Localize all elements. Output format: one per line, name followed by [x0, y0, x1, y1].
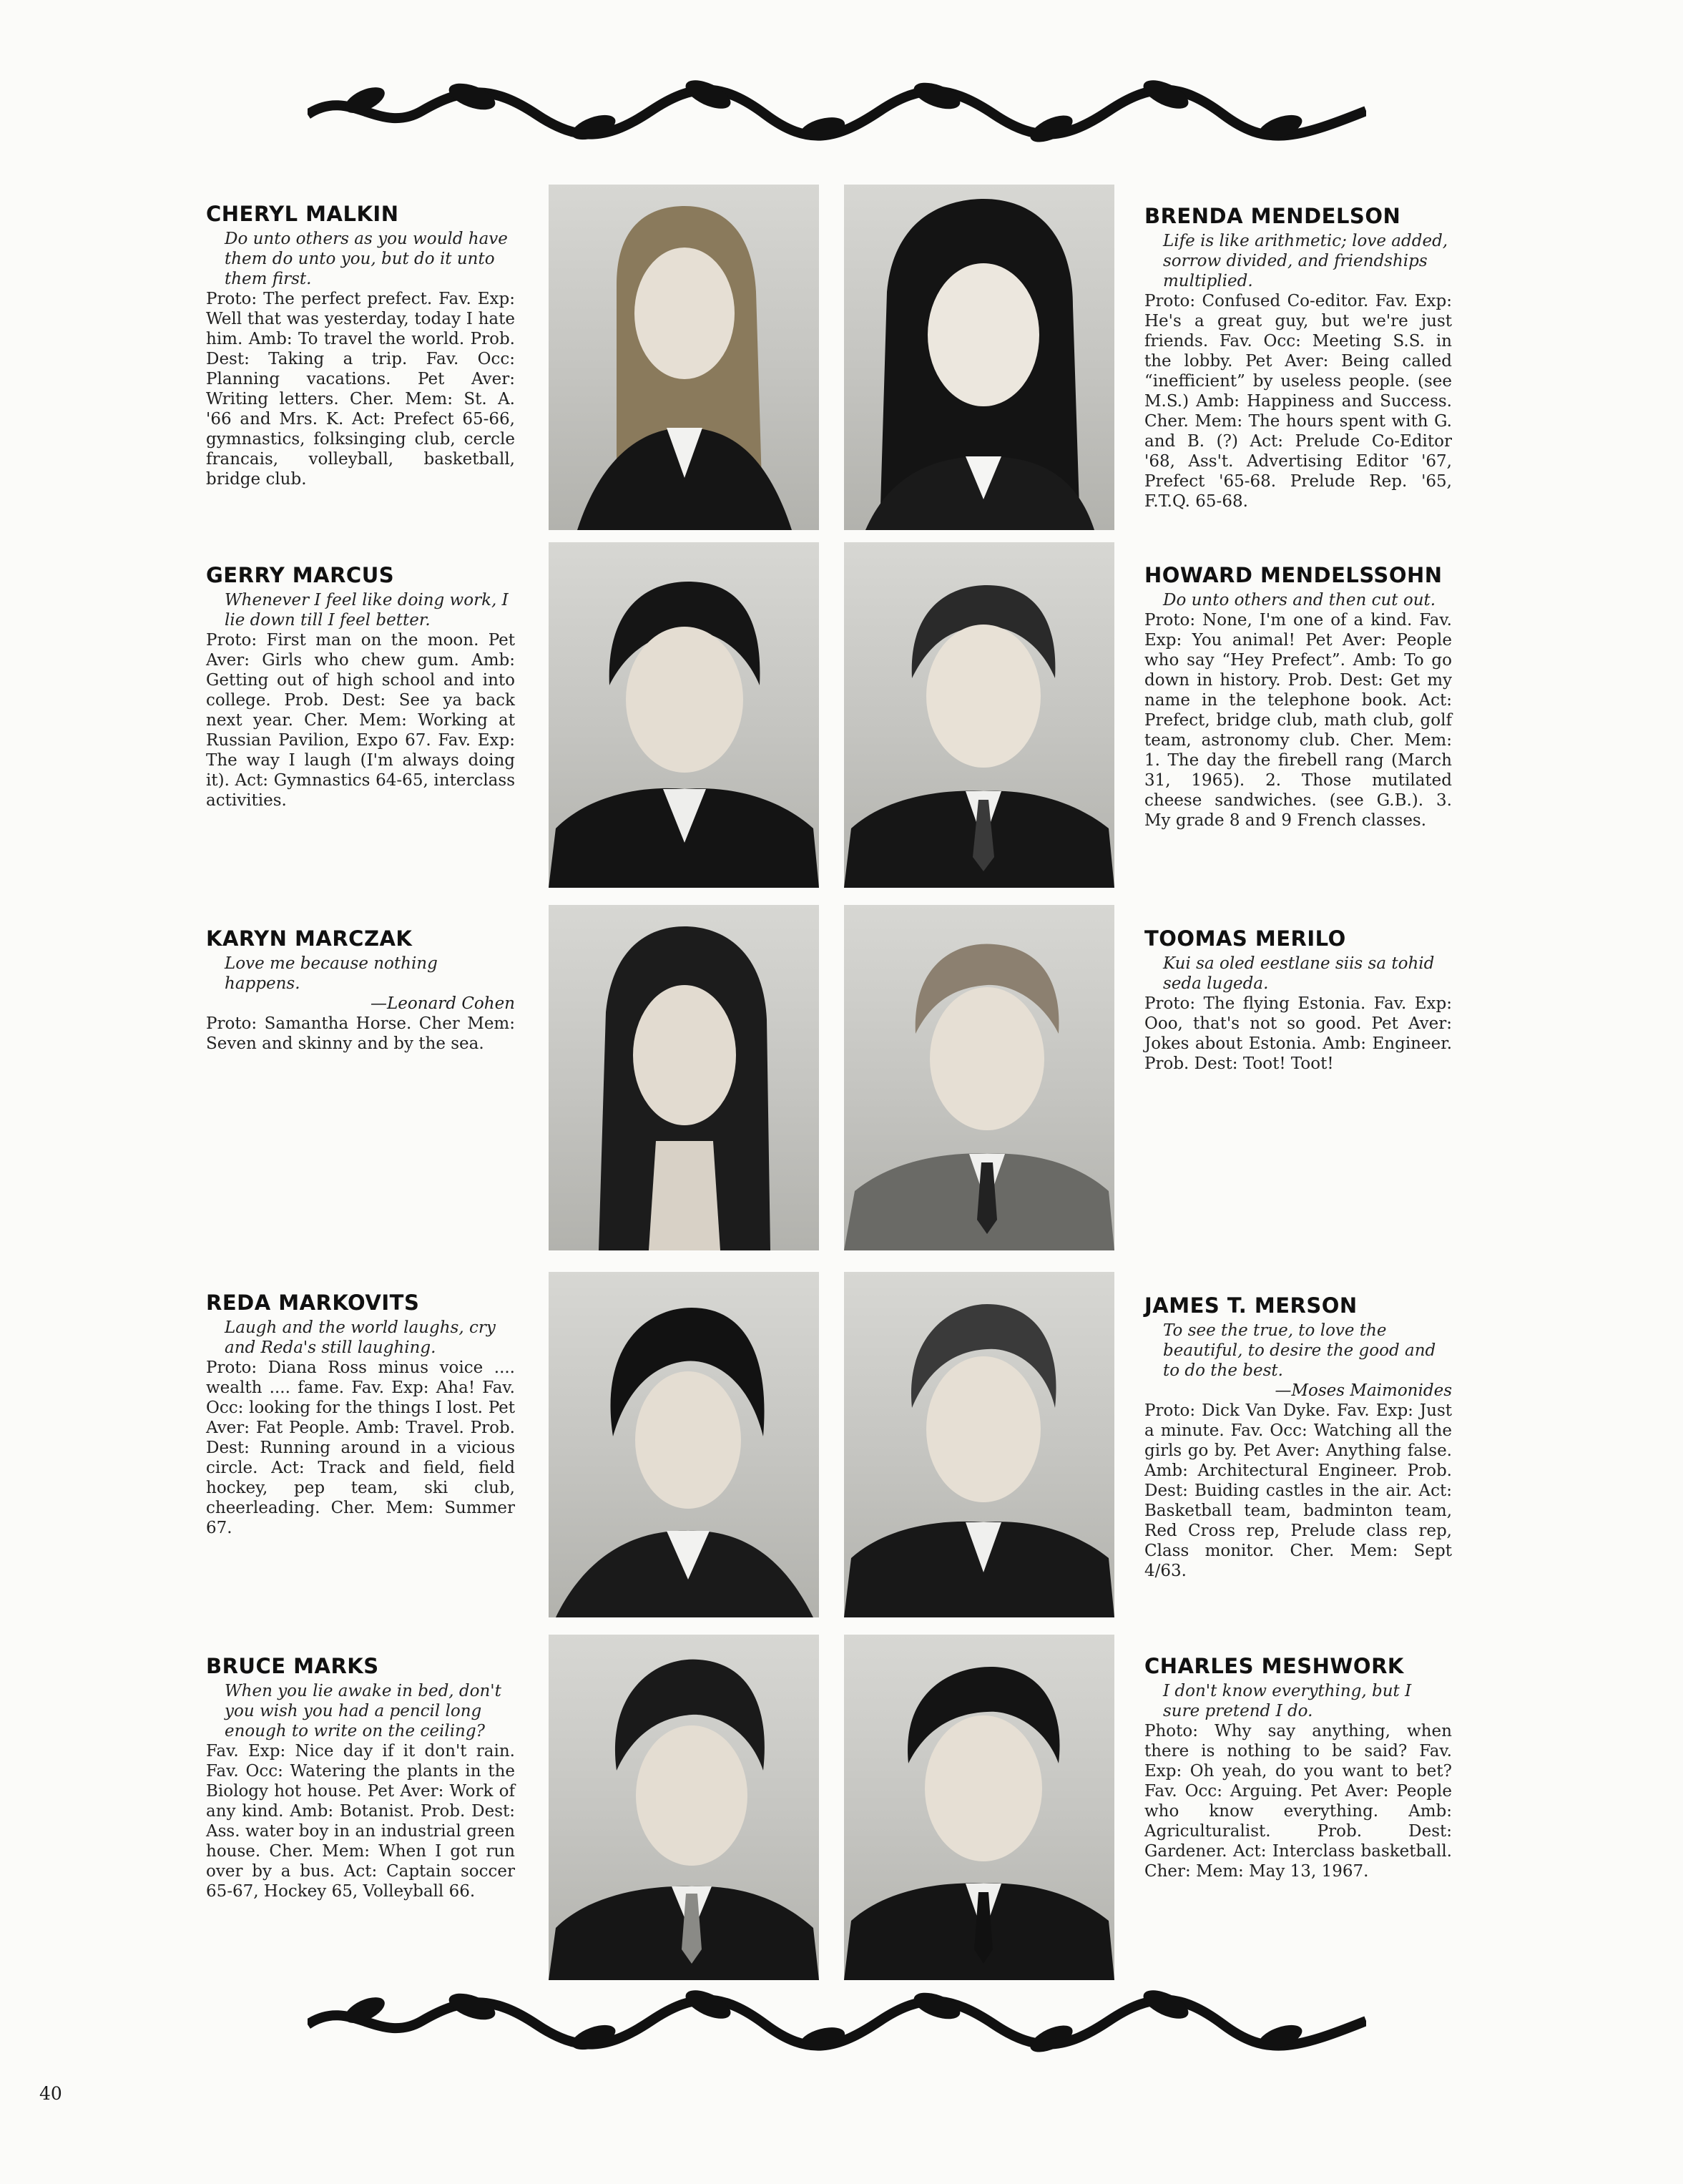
student-bio: Photo: Why say anything, when there is nothing to be said? Fav. Exp: Oh yeah, do you want to bet? Fav. Occ: Arguing. Pet Aver: People who know everything. Amb: Agriculturalist. Prob. Dest: Gardener. Act: Interclass basketball. Cher: Mem: May 13, 1967.: [1144, 1722, 1452, 1881]
student-bio: Proto: The perfect prefect. Fav. Exp: Well that was yesterday, today I hate him. Amb: To travel the world. Prob. Dest: Taking a trip. Fav. Occ: Planning vacations. Pet Aver: Writing letters. Cher. Mem: St. A. '66 and Mrs. K. Act: Prefect 65-66, gymnastics, folksinging club, cercle francais, volleyball, basketball, bridge club.: [206, 290, 515, 489]
yearbook-entry: [206, 1654, 515, 1901]
student-quote: Kui sa oled eestlane siis sa tohid seda lugeda.: [1163, 954, 1435, 993]
yearbook-entry: [206, 926, 515, 1054]
portrait-photo: [844, 1272, 1114, 1617]
portrait-photo: [844, 185, 1114, 530]
student-quote: To see the true, to love the beautiful, to desire the good and to do the best.: [1163, 1321, 1436, 1380]
student-bio: Proto: Samantha Horse. Cher Mem: Seven and skinny and by the sea.: [206, 1014, 515, 1053]
student-bio: Fav. Exp: Nice day if it don't rain. Fav. Occ: Watering the plants in the Biology hot house. Pet Aver: Work of any kind. Amb: Botanist. Prob. Dest: Ass. water boy in an industrial green house. Cher. Mem: When I got run over by a bus. Act: Captain soccer 65-67, Hockey 65, Volleyball 66.: [206, 1742, 515, 1901]
student-quote: Love me because nothing happens.: [225, 954, 438, 993]
portrait-photo: [549, 1272, 819, 1617]
portrait-photo: [844, 1635, 1114, 1980]
student-quote: Life is like arithmetic; love added, sorrow divided, and friendships multiplied.: [1163, 232, 1448, 290]
student-name: TOOMAS MERILO: [1144, 926, 1346, 951]
yearbook-entry: [1144, 563, 1452, 831]
student-name: HOWARD MENDELSSOHN: [1144, 563, 1443, 587]
student-name: CHERYL MALKIN: [206, 202, 399, 226]
yearbook-entry: [1144, 1654, 1452, 1881]
student-name: GERRY MARCUS: [206, 563, 395, 587]
student-bio: Proto: The flying Estonia. Fav. Exp: Ooo, that's not so good. Pet Aver: Jokes about Estonia. Amb: Engineer. Prob. Dest: Toot! Toot!: [1144, 994, 1452, 1073]
student-quote: When you lie awake in bed, don't you wish you had a pencil long enough to write on the ceiling?: [225, 1682, 501, 1740]
bottom-vine-ornament: [308, 1982, 1366, 2060]
student-quote: I don't know everything, but I sure pretend I do.: [1163, 1682, 1412, 1720]
portrait-photo: [549, 1635, 819, 1980]
page-number: 40: [39, 2083, 62, 2104]
student-quote: Do unto others and then cut out.: [1163, 591, 1436, 609]
student-name: BRENDA MENDELSON: [1144, 204, 1401, 228]
student-quote: Do unto others as you would have them do unto you, but do it unto them first.: [225, 230, 508, 288]
student-name: BRUCE MARKS: [206, 1654, 379, 1678]
portrait-photo: [844, 542, 1114, 888]
yearbook-entry: [1144, 204, 1452, 511]
student-quote: Laugh and the world laughs, cry and Reda's still laughing.: [225, 1318, 496, 1357]
student-name: CHARLES MESHWORK: [1144, 1654, 1404, 1678]
student-bio: Proto: First man on the moon. Pet Aver: Girls who chew gum. Amb: Getting out of high school and into college. Prob. Dest: See ya back next year. Cher. Mem: Working at Russian Pavilion, Expo 67. Fav. Exp: The way I laugh (I'm always doing it). Act: Gymnastics 64-65, interclass activities.: [206, 631, 515, 810]
yearbook-entry: [1144, 926, 1452, 1074]
portrait-photo: [549, 542, 819, 888]
student-name: KARYN MARCZAK: [206, 926, 413, 951]
student-bio: Proto: Diana Ross minus voice .... wealth .... fame. Fav. Exp: Aha! Fav. Occ: looking for the things I lost. Pet Aver: Fat People. Amb: Travel. Prob. Dest: Running around in a vicious circle. Act: Track and field, field hockey, pep team, ski club, cheerleading. Cher. Mem: Summer 67.: [206, 1358, 515, 1537]
student-bio: Proto: Dick Van Dyke. Fav. Exp: Just a minute. Fav. Occ: Watching all the girls go by. Pet Aver: Anything false. Amb: Architectural Engineer. Prob. Dest: Buiding castles in the air. Act: Basketball team, badminton team, Red Cross rep, Prelude class rep, Class monitor. Cher. Mem: Sept 4/63.: [1144, 1401, 1452, 1580]
student-name: JAMES T. MERSON: [1144, 1293, 1358, 1318]
portrait-photo: [844, 905, 1114, 1250]
portrait-photo: [549, 185, 819, 530]
quote-attribution: —Leonard Cohen: [371, 994, 515, 1013]
yearbook-entry: [206, 1291, 515, 1538]
portrait-photo: [549, 905, 819, 1250]
student-bio: Proto: None, I'm one of a kind. Fav. Exp: You animal! Pet Aver: People who say “Hey Prefect”. Amb: To go down in history. Prob. Dest: Get my name in the telephone book. Act: Prefect, bridge club, math club, golf team, astronomy club. Cher. Mem: 1. The day the firebell rang (March 31, 1965). 2. Those mutilated cheese sandwiches. (see G.B.). 3. My grade 8 and 9 French classes.: [1144, 611, 1452, 830]
yearbook-entry: [1144, 1293, 1452, 1581]
top-vine-ornament: [308, 72, 1366, 150]
student-name: REDA MARKOVITS: [206, 1291, 420, 1315]
student-quote: Whenever I feel like doing work, I lie down till I feel better.: [225, 591, 509, 630]
student-bio: Proto: Confused Co-editor. Fav. Exp: He's a great guy, but we're just friends. Fav. Occ: Meeting S.S. in the lobby. Pet Aver: Being called “inefficient” by useless people. (see M.S.) Amb: Happiness and Success. Cher. Mem: The hours spent with G. and B. (?) Act: Prelude Co-Editor '68, Ass't. Advertising Editor '67, Prefect '65-68. Prelude Rep. '65, F.T.Q. 65-68.: [1144, 292, 1452, 511]
yearbook-entry: [206, 202, 515, 489]
quote-attribution: —Moses Maimonides: [1275, 1381, 1452, 1400]
yearbook-entry: [206, 563, 515, 811]
